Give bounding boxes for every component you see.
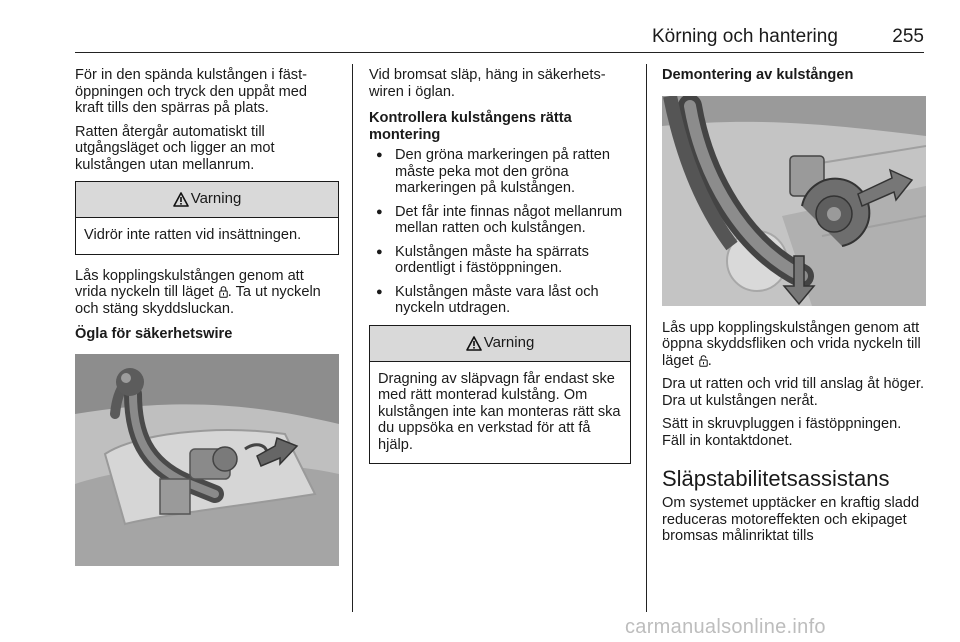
plug-text: Sätt in skruvpluggen i fästöppningen. Fäll in kontaktdonet. — [662, 416, 902, 449]
column-3 — [662, 67, 926, 552]
warning-box-1 — [75, 181, 339, 255]
warning-title: Varning — [190, 190, 242, 208]
section-heading-removal: Demontering av kulstången — [662, 67, 854, 83]
lock-closed-icon — [219, 285, 228, 298]
section-heading-check-mounting: Kontrollera kulstångens rätta montering — [369, 110, 572, 143]
safety-cable-text: Vid bromsat släp, häng in säkerhetswiren i öglan. — [369, 67, 606, 100]
section-heading-trailer-stability: Släpstabilitetsassistans — [662, 466, 890, 491]
running-header-title: Körning och hantering — [652, 26, 838, 47]
list-item: ● Den gröna markeringen på ratten måste peka mot den gröna markeringen på kulstången. — [369, 147, 631, 197]
column-2 — [369, 67, 631, 477]
warning-header — [370, 326, 630, 362]
lock-instructions — [75, 268, 339, 318]
list-item: ● Det får inte finnas något mellanrum mellan ratten och kulstången. — [369, 204, 631, 237]
trailer-stability-text: Om systemet upptäcker en kraftig sladd reduceras motoreffekten och ekipaget bromsas målinriktat tills — [662, 495, 920, 544]
unlock-instructions-tail: . — [707, 352, 712, 369]
column-divider-2 — [646, 64, 647, 612]
warning-triangle-icon — [173, 192, 189, 207]
towbar-removal-figure — [662, 96, 926, 306]
page-number: 255 — [892, 26, 924, 47]
knob-return-text: Ratten återgår automatiskt till utgångsläget och ligger an mot kulstången utan mellanrum. — [75, 123, 275, 173]
header-rule — [75, 52, 924, 53]
warning-text: Dragning av släpvagn får endast ske med rätt monterad kulstång. Om kulstången inte kan monteras rätt ska du uppsöka en verkstad för att få hjälp. — [378, 370, 621, 453]
lock-instructions-tail: . Ta ut nyckeln och stäng skyddsluckan. — [75, 284, 321, 317]
column-1 — [75, 67, 339, 576]
watermark: carmanualsonline.info — [625, 616, 826, 638]
list-item: ● Kulstången måste vara låst och nyckeln utdragen. — [369, 284, 631, 317]
pull-out-text: Dra ut ratten och vrid till anslag åt höger. Dra ut kulstången neråt. — [662, 376, 925, 409]
unlock-instructions-text: Lås upp kopplingskulstången genom att öppna skyddsfliken och vrida nyckeln till läget — [662, 319, 921, 369]
warning-box-2 — [369, 325, 631, 465]
check-list — [369, 147, 631, 317]
section-heading-safety-cable: Ögla för säkerhetswire — [75, 326, 233, 342]
lock-instructions-text: Lås kopplingskulstången genom att vrida nyckeln till läget — [75, 267, 304, 300]
column-divider-1 — [352, 64, 353, 612]
warning-title: Varning — [483, 333, 535, 351]
warning-triangle-icon — [466, 336, 482, 351]
insert-instructions: För in den spända kulstången i fästöppningen och tryck den uppåt med kraft tills den spärras på plats. — [75, 67, 308, 116]
safety-cable-eyelet-figure — [75, 354, 339, 566]
unlock-instructions — [662, 320, 926, 370]
warning-text: Vidrör inte ratten vid insättningen. — [84, 227, 302, 243]
warning-header — [76, 182, 338, 218]
list-item: ● Kulstången måste ha spärrats ordentligt i fästöppningen. — [369, 244, 631, 277]
lock-open-icon — [699, 354, 708, 367]
